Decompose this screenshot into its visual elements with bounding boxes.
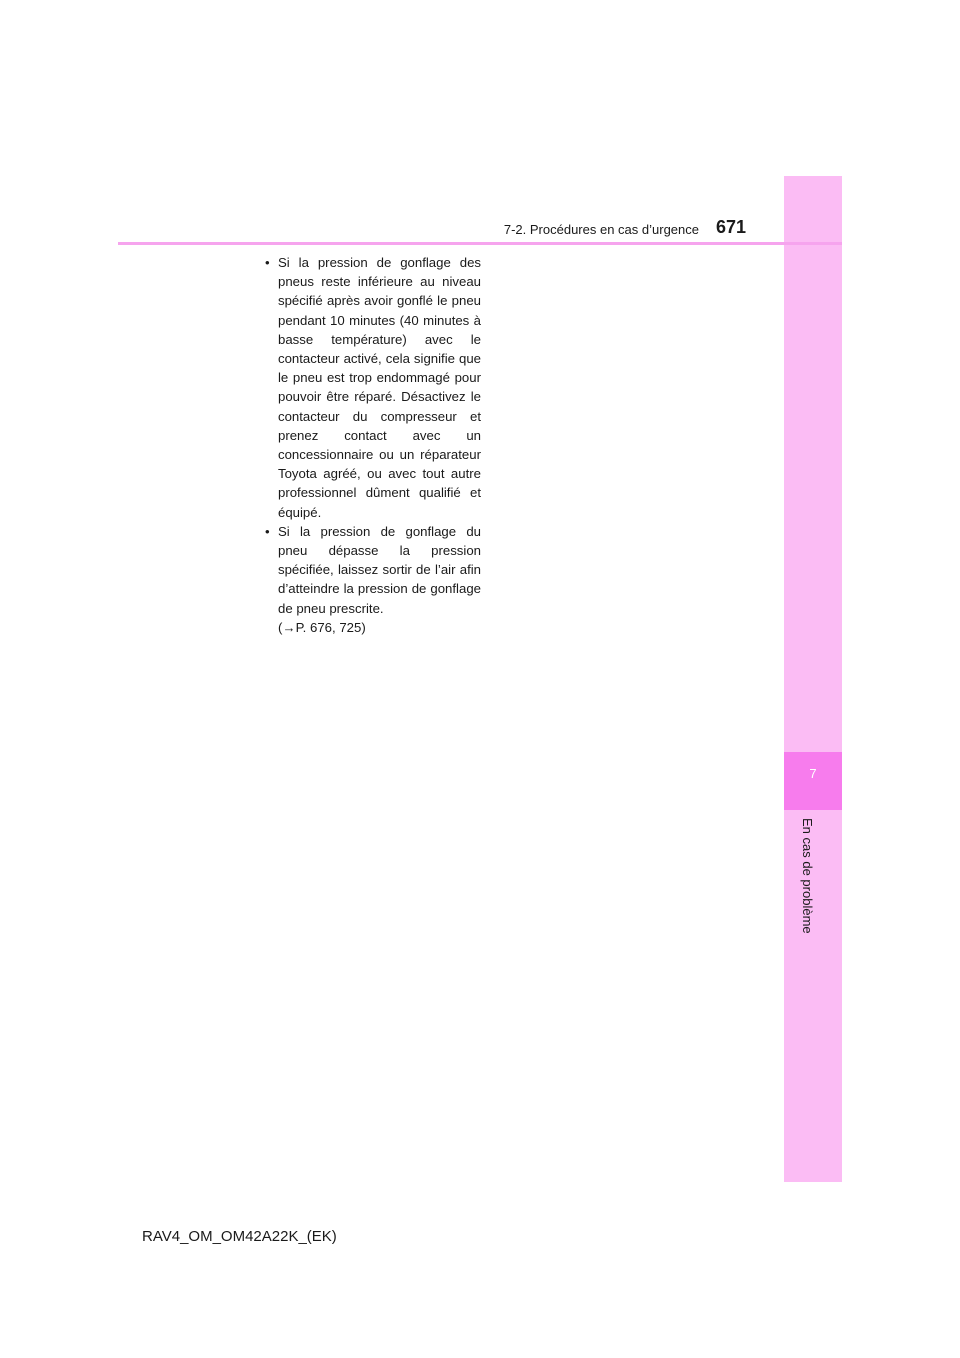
bullet-item (262, 253, 481, 522)
model-code: RAV4_OM_OM42A22K_(EK) (142, 1228, 337, 1245)
bullet-marker: • (265, 255, 270, 270)
bullet-text: Si la pression de gonflage des pneus reste inférieure au niveau spécifié après avoir gonflé le pneu pendant 10 minutes (40 minutes à basse température) avec le contacteur activé, cela signifie que le pneu est trop endommagé pour pouvoir être réparé. Désactivez le contacteur du compresseur et prenez contact avec un concessionnaire ou un réparateur Toyota agréé, ou avec tout autre professionnel dûment qualifié et équipé. (278, 255, 481, 520)
bullet-item (262, 522, 481, 637)
page-content (262, 253, 481, 637)
chapter-title: En cas de problème (800, 818, 815, 934)
bullet-text: Si la pression de gonflage du pneu dépasse la pression spécifiée, laissez sortir de l’air afin d’atteindre la pression de gonflage de pneu prescrite. (278, 523, 481, 616)
page-reference: (→P. 676, 725) (278, 619, 366, 635)
header-rule (118, 242, 842, 245)
bullet-marker: • (265, 523, 270, 539)
chapter-number: 7 (809, 766, 817, 781)
section-title: 7-2. Procédures en cas d’urgence (503, 222, 699, 237)
chapter-side-tab (784, 176, 842, 1182)
chapter-active-marker (784, 752, 842, 810)
page-number: 671 (716, 217, 747, 237)
